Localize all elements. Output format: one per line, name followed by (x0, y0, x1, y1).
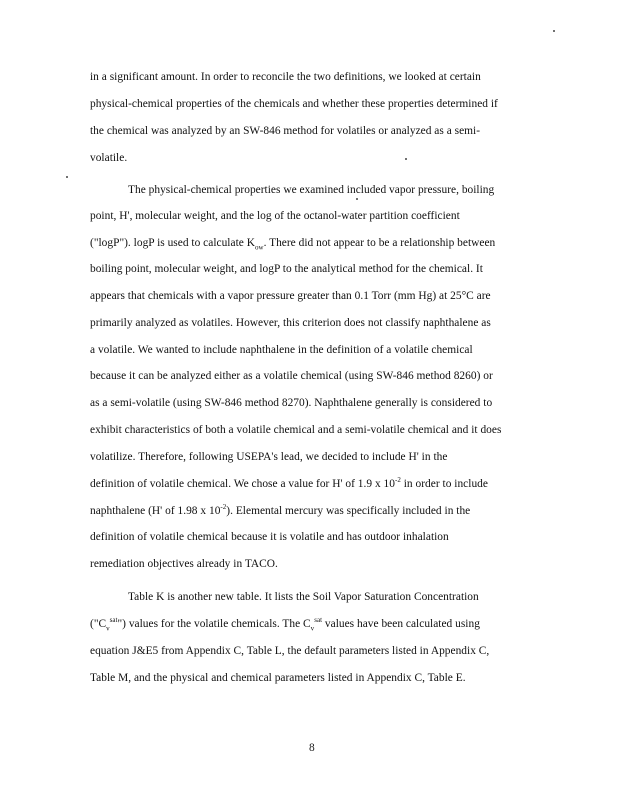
body-text-line: a volatile. We wanted to include naphthalene in the definition of a volatile chemical (90, 344, 473, 356)
body-text-line: The physical-chemical properties we examined included vapor pressure, boiling (128, 184, 495, 196)
scan-speck (553, 30, 555, 32)
body-text-line: $("C_v^{sat}")$ values for the volatile chemicals. The $C_v^{sat}$ values have been calculated using (90, 616, 480, 633)
body-text-line: remediation objectives already in TACO. (90, 558, 278, 570)
page-number: 8 (309, 742, 315, 754)
body-text-line: because it can be analyzed either as a volatile chemical (using SW-846 method 8260) or (90, 370, 493, 382)
body-text-line: Table K is another new table. It lists the Soil Vapor Saturation Concentration (128, 591, 479, 603)
body-text-line: ("logP"). logP is used to calculate $K_{ow}$. There did not appear to be a relationship between (90, 237, 496, 252)
body-text-line: boiling point, molecular weight, and logP to the analytical method for the chemical. It (90, 263, 483, 275)
body-text-line: exhibit characteristics of both a volatile chemical and a semi-volatile chemical and it does (90, 424, 502, 436)
body-text-line: the chemical was analyzed by an SW-846 method for volatiles or analyzed as a semi- (90, 125, 481, 137)
body-text-line: naphthalene (H' of 1.98 x $10^{-2}$). Elemental mercury was specifically included in the (90, 503, 471, 517)
body-text-line: primarily analyzed as volatiles. However, this criterion does not classify naphthalene as (90, 317, 491, 329)
scan-speck (66, 176, 68, 178)
body-text-line: volatile. (90, 152, 128, 164)
body-text-line: physical-chemical properties of the chemicals and whether these properties determined if (90, 98, 498, 110)
body-text-line: definition of volatile chemical. We chose a value for H' of 1.9 x $10^{-2}$ in order to include (90, 476, 488, 490)
scan-speck (405, 158, 407, 160)
scan-speck (356, 198, 358, 200)
body-text-line: definition of volatile chemical because it is volatile and has outdoor inhalation (90, 531, 449, 543)
body-text-line: Table M, and the physical and chemical parameters listed in Appendix C, Table E. (90, 672, 466, 684)
body-text-line: equation J&E5 from Appendix C, Table L, the default parameters listed in Appendix C, (90, 645, 490, 657)
body-text-line: in a significant amount. In order to reconcile the two definitions, we looked at certain (90, 71, 481, 83)
body-text-line: point, H', molecular weight, and the log of the octanol-water partition coefficient (90, 210, 460, 222)
body-text-line: volatilize. Therefore, following USEPA's lead, we decided to include H' in the (90, 451, 448, 463)
body-text-line: as a semi-volatile (using SW-846 method 8270). Naphthalene generally is considered to (90, 397, 493, 409)
body-text-line: appears that chemicals with a vapor pressure greater than 0.1 Torr (mm Hg) at 25°C are (90, 290, 491, 302)
